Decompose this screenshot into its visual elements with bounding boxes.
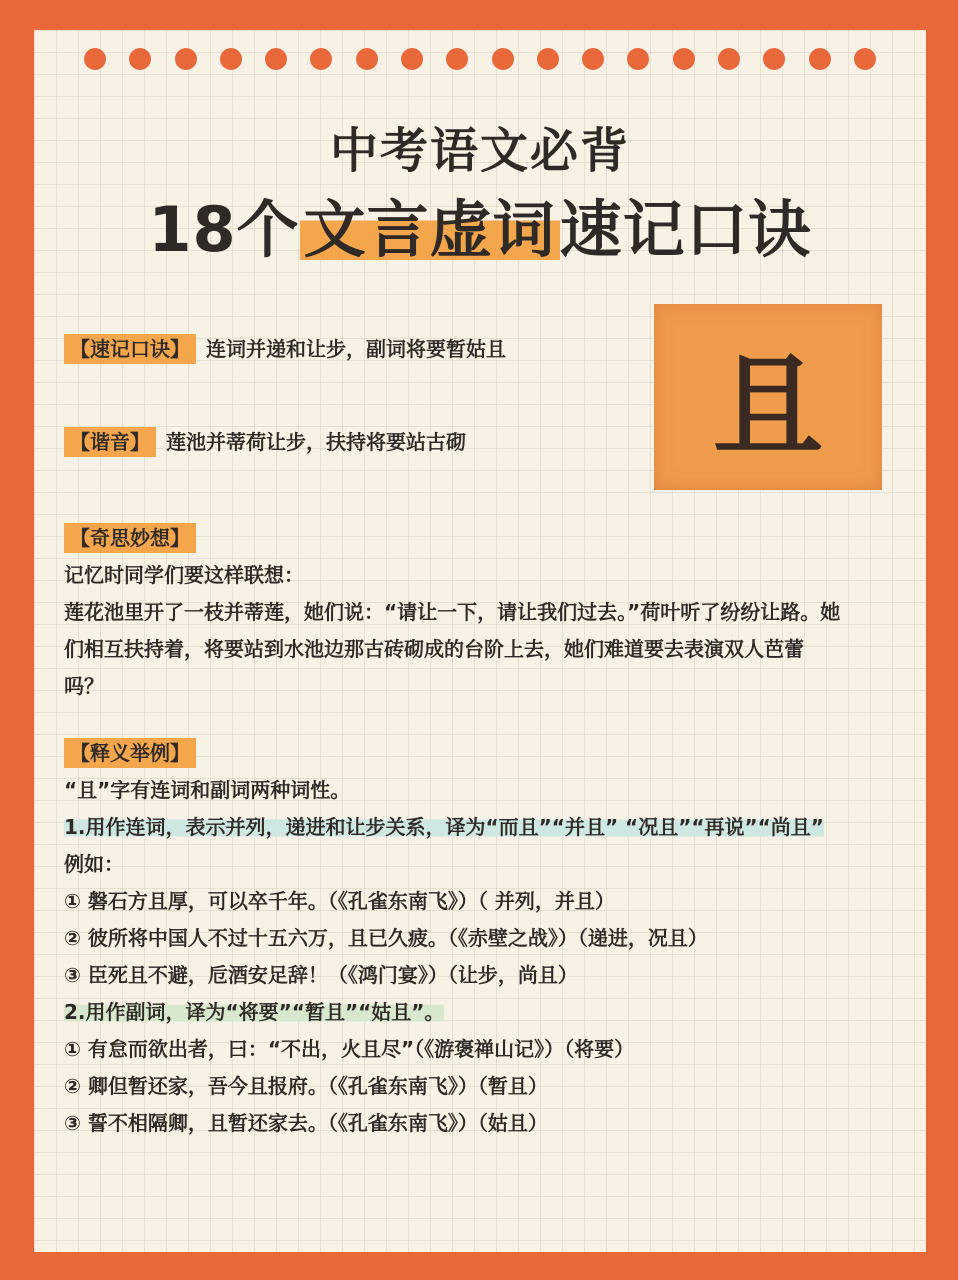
binder-hole bbox=[310, 48, 332, 70]
binder-hole bbox=[492, 48, 514, 70]
featured-character: 且 bbox=[713, 341, 823, 470]
notebook-paper bbox=[34, 30, 926, 1252]
mnemonic-tag: 【速记口诀】 bbox=[64, 334, 196, 364]
binder-hole bbox=[265, 48, 287, 70]
torn-bottom-edge bbox=[34, 1244, 926, 1252]
title-prefix: 18个 bbox=[148, 193, 300, 266]
binder-hole bbox=[627, 48, 649, 70]
page-title-line1: 中考语文必背 bbox=[329, 123, 630, 179]
example-item: ② 卿但暂还家，吾今且报府。（《孔雀东南飞》）（暂且） bbox=[64, 1074, 548, 1098]
binder-hole bbox=[673, 48, 695, 70]
binder-hole bbox=[220, 48, 242, 70]
definition-intro: “且”字有连词和副词两种词性。 bbox=[64, 778, 351, 802]
binder-holes bbox=[84, 48, 876, 72]
binder-hole bbox=[129, 48, 151, 70]
imagination-tag: 【奇思妙想】 bbox=[64, 523, 196, 553]
imagination-section bbox=[64, 520, 904, 705]
imagination-line: 莲花池里开了一枝并蒂莲，她们说：“请让一下，请让我们过去。”荷叶听了纷纷让路。她 bbox=[64, 600, 841, 624]
example-item: ① 有怠而欲出者，曰：“不出，火且尽”（《游褒禅山记》）（将要） bbox=[64, 1037, 635, 1061]
mnemonic-text: 连词并递和让步，副词将要暂姑且 bbox=[206, 337, 506, 361]
imagination-line: 记忆时同学们要这样联想： bbox=[64, 563, 304, 587]
binder-hole bbox=[854, 48, 876, 70]
binder-hole bbox=[401, 48, 423, 70]
example-item: ③ 臣死且不避，卮酒安足辞！（《鸿门宴》）（让步，尚且） bbox=[64, 963, 578, 987]
binder-hole bbox=[763, 48, 785, 70]
section2-title: 2.用作副词，译为“将要”“暂且”“姑且”。 bbox=[64, 1000, 445, 1024]
binder-hole bbox=[537, 48, 559, 70]
binder-hole bbox=[84, 48, 106, 70]
mnemonic-line bbox=[64, 333, 506, 364]
title-highlight: 文言虚词 bbox=[300, 193, 560, 266]
title-suffix: 速记口诀 bbox=[559, 193, 812, 266]
section1-sub: 例如： bbox=[64, 852, 124, 876]
binder-hole bbox=[356, 48, 378, 70]
example-item: ③ 誓不相隔卿，且暂还家去。（《孔雀东南飞》）（姑且） bbox=[64, 1111, 548, 1135]
binder-hole bbox=[582, 48, 604, 70]
example-item: ② 彼所将中国人不过十五六万，且已久疲。（《赤壁之战》）（递进，况且） bbox=[64, 926, 708, 950]
homophone-line bbox=[64, 426, 466, 457]
homophone-tag: 【谐音】 bbox=[64, 427, 156, 457]
homophone-text: 莲池并蒂荷让步，扶持将要站古砌 bbox=[166, 430, 466, 454]
binder-hole bbox=[809, 48, 831, 70]
definition-section bbox=[64, 735, 904, 1142]
binder-hole bbox=[175, 48, 197, 70]
binder-hole bbox=[718, 48, 740, 70]
imagination-line: 吗？ bbox=[64, 674, 104, 698]
imagination-line: 们相互扶持着，将要站到水池边那古砖砌成的台阶上去，她们难道要去表演双人芭蕾 bbox=[64, 637, 804, 661]
section1-title: 1.用作连词，表示并列，递进和让步关系，译为“而且”“并且” “况且”“再说”“尚且” bbox=[64, 815, 824, 839]
page-title-line2 bbox=[34, 180, 926, 269]
binder-hole bbox=[446, 48, 468, 70]
featured-character-card bbox=[654, 304, 882, 490]
example-item: ① 磐石方且厚，可以卒千年。（《孔雀东南飞》）（ 并列，并且） bbox=[64, 889, 615, 913]
definition-tag: 【释义举例】 bbox=[64, 738, 196, 768]
